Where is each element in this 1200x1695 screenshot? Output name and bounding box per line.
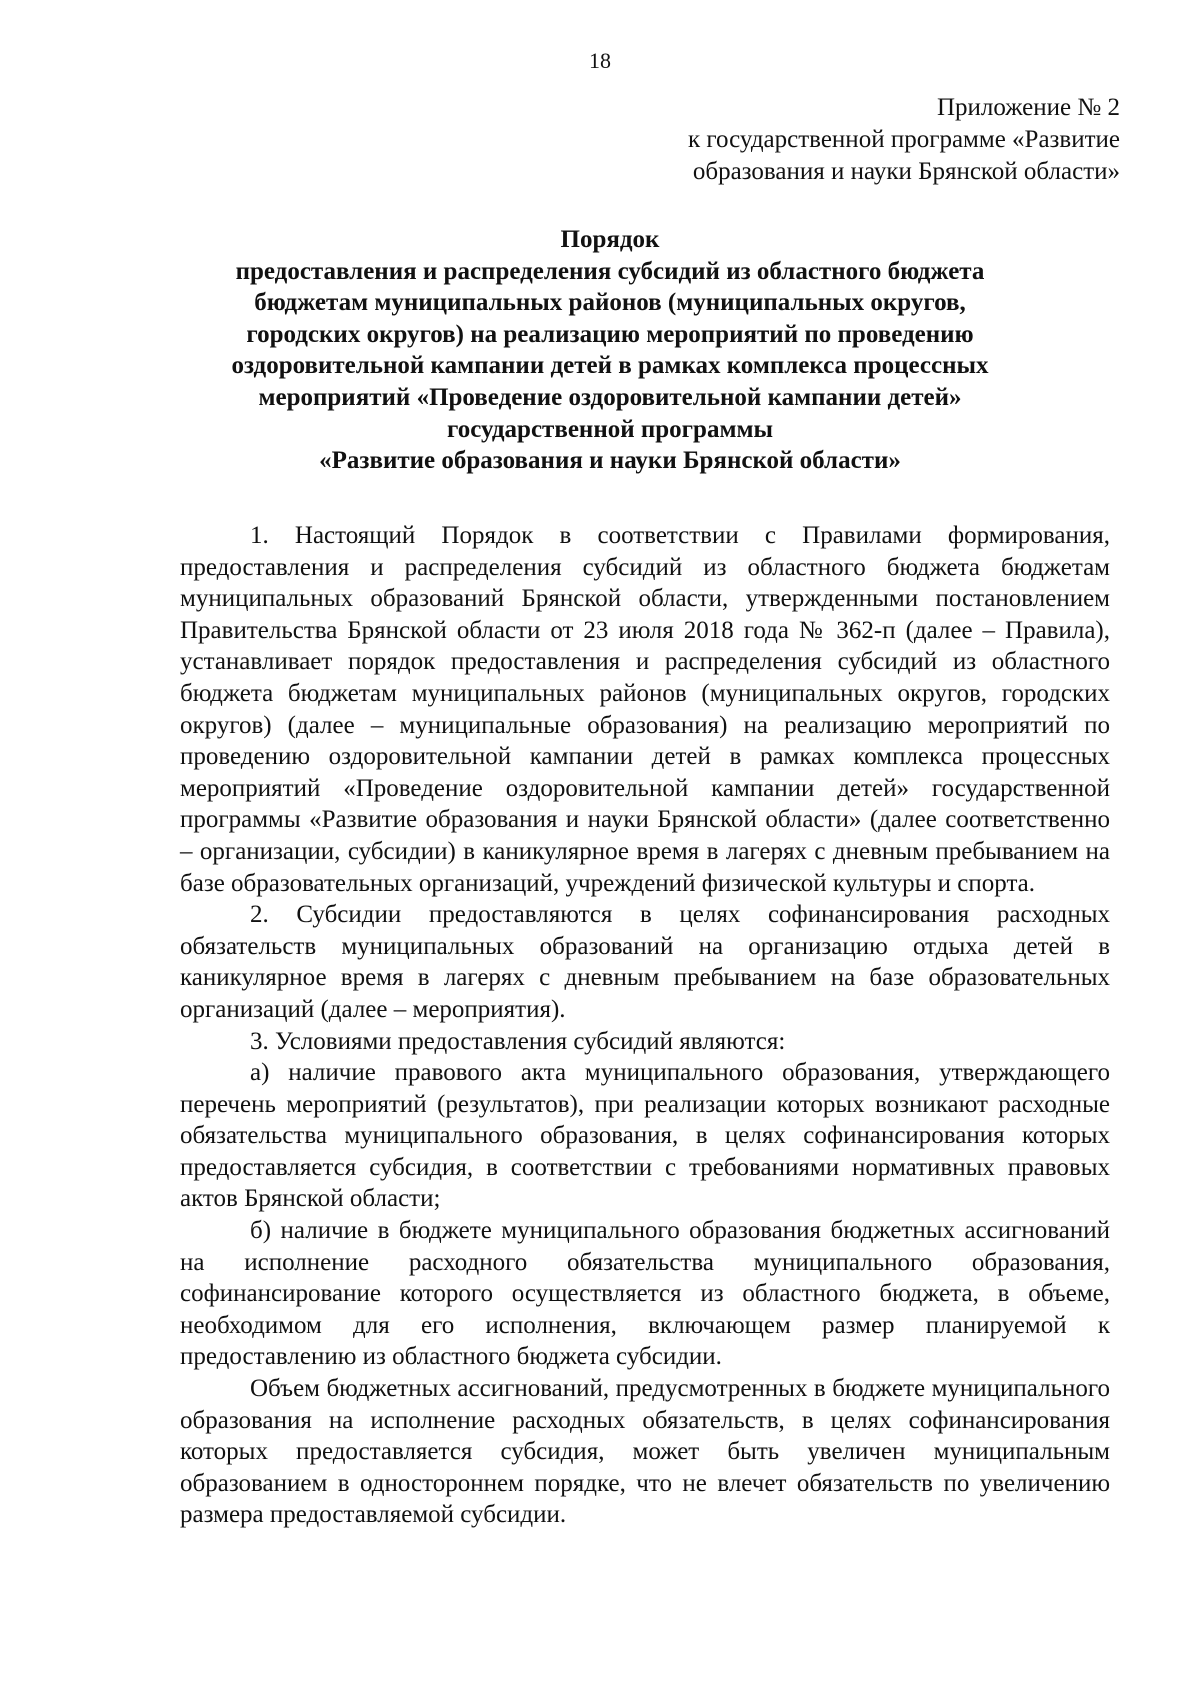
document-body bbox=[180, 520, 1110, 1531]
paragraph-3: 3. Условиями предоставления субсидий являются: bbox=[250, 1027, 786, 1055]
document-title bbox=[150, 224, 1070, 477]
page-number: 18 bbox=[589, 48, 611, 73]
appendix-line-2: к государственной программе «Развитие bbox=[688, 126, 1120, 153]
paragraph-1: 1. Настоящий Порядок в соответствии с Правилами формирования, предоставления и распределения субсидий из областного бюджета бюджетам муниципальных образований Брянской области, утвержденными постановлением Правительства Брянской области от 23 июля 2018 года № 362-п (далее – Правила), устанавливает порядок предоставления и распределения субсидий из областного бюджета бюджетам муниципальных районов (муниципальных округов, городских округов) (далее – муниципальные образования) на реализацию мероприятий по проведению оздоровительной кампании детей в рамках комплекса процессных мероприятий «Проведение оздоровительной кампании детей» государственной программы «Развитие образования и науки Брянской области» (далее соответственно – организации, субсидии) в каникулярное время в лагерях с дневным пребыванием на базе образовательных организаций, учреждений физической культуры и спорта. bbox=[180, 522, 1110, 897]
appendix-reference bbox=[600, 92, 1120, 188]
title-line: предоставления и распределения субсидий из областного бюджета bbox=[235, 257, 985, 285]
paragraph-2: 2. Субсидии предоставляются в целях софинансирования расходных обязательств муниципальных образований на организацию отдыха детей в каникулярное время в лагерях с дневным пребыванием на базе образовательных организаций (далее – мероприятия). bbox=[180, 901, 1110, 1023]
paragraph-3b: б) наличие в бюджете муниципального образования бюджетных ассигнований на исполнение расходного обязательства муниципального образования, софинансирование которого осуществляется из областного бюджета, в объеме, необходимом для его исполнения, включающем размер планируемой к предоставлению из областного бюджета субсидии. bbox=[180, 1217, 1110, 1371]
title-line: мероприятий «Проведение оздоровительной кампании детей» bbox=[258, 383, 962, 411]
title-line: «Развитие образования и науки Брянской области» bbox=[319, 447, 901, 475]
title-line: государственной программы bbox=[446, 415, 774, 443]
paragraph-3a: а) наличие правового акта муниципального образования, утверждающего перечень мероприятий (результатов), при реализации которых возникают расходные обязательства муниципального образования, в целях софинансирования которых предоставляется субсидия, в соответствии с требованиями нормативных правовых актов Брянской области; bbox=[180, 1059, 1110, 1213]
appendix-line-3: образования и науки Брянской области» bbox=[692, 158, 1120, 185]
title-line: оздоровительной кампании детей в рамках комплекса процессных bbox=[231, 352, 989, 380]
appendix-line-1: Приложение № 2 bbox=[936, 94, 1120, 121]
title-line: городских округов) на реализацию мероприятий по проведению bbox=[246, 320, 974, 348]
title-line: бюджетам муниципальных районов (муниципальных округов, bbox=[254, 289, 966, 317]
paragraph-budget-volume: Объем бюджетных ассигнований, предусмотренных в бюджете муниципального образования на исполнение расходных обязательств, в целях софинансирования которых предоставляется субсидия, может быть увеличен муниципальным образованием в одностороннем порядке, что не влечет обязательств по увеличению размера предоставляемой субсидии. bbox=[180, 1375, 1110, 1529]
title-heading: Порядок bbox=[560, 226, 660, 253]
